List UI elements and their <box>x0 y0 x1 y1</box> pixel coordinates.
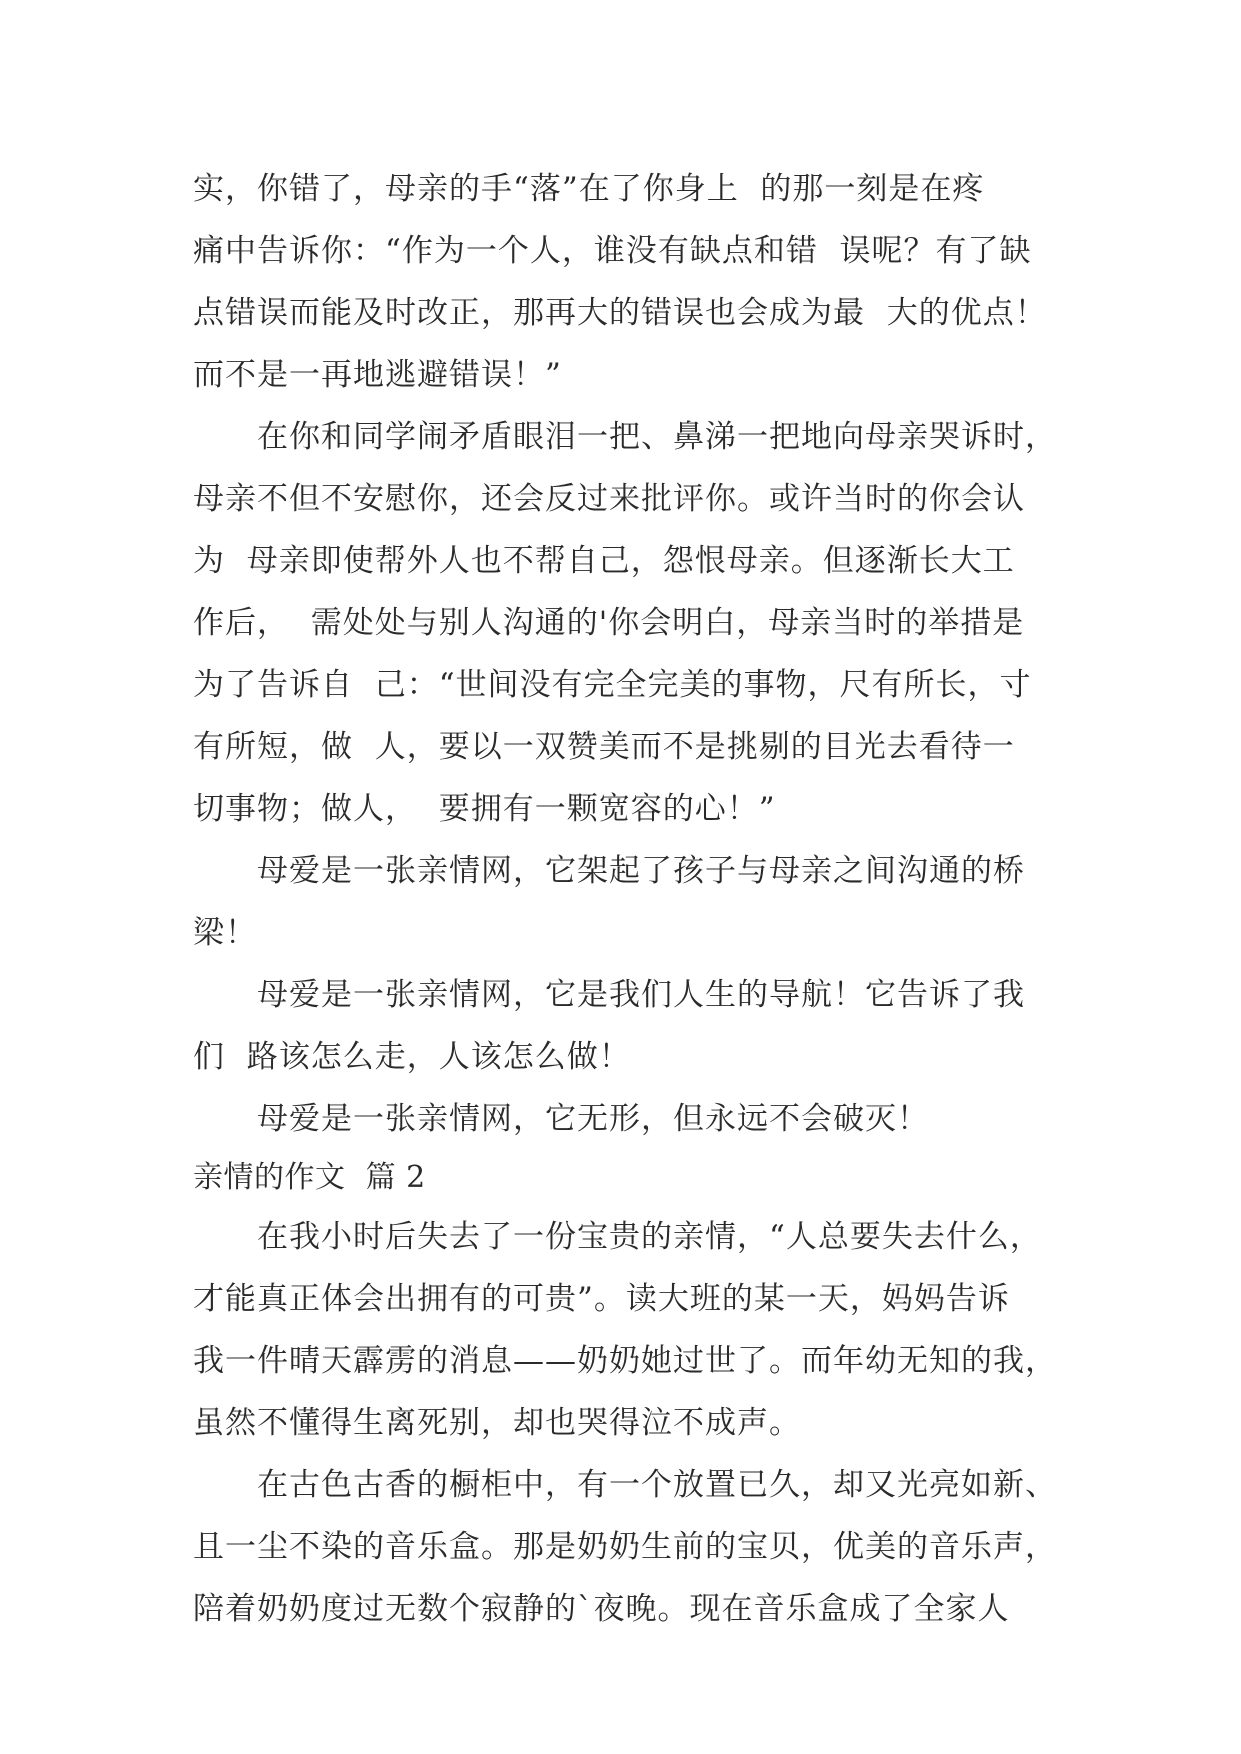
text-line: 母爱是一张亲情网，它架起了孩子与母亲之间沟通的桥 <box>257 853 1025 889</box>
text-line: 切事物；做人， 要拥有一颗宽容的心！” <box>193 791 776 827</box>
text-line: 母爱是一张亲情网，它是我们人生的导航！它告诉了我 <box>257 977 1025 1013</box>
text-line: 母亲不但不安慰你，还会反过来批评你。或许当时的你会认 <box>193 481 1025 517</box>
text-line: 在古色古香的橱柜中，有一个放置已久，却又光亮如新、 <box>257 1467 1057 1503</box>
text-line: 且一尘不染的音乐盒。那是奶奶生前的宝贝，优美的音乐声， <box>193 1529 1057 1565</box>
text-line: 有所短，做 人，要以一双赞美而不是挑剔的目光去看待一 <box>193 729 1015 765</box>
text-line: 在我小时后失去了一份宝贵的亲情，“人总要失去什么， <box>257 1219 1042 1255</box>
text-line: 而不是一再地逃避错误！” <box>193 357 562 393</box>
text-line: 点错误而能及时改正，那再大的错误也会成为最 大的优点！ <box>193 295 1047 331</box>
document-body <box>193 158 1057 1640</box>
section-heading: 亲情的作文 篇 2 <box>193 1160 426 1195</box>
text-line: 虽然不懂得生离死别，却也哭得泣不成声。 <box>193 1405 801 1441</box>
text-line: 实，你错了，母亲的手“落”在了你身上 的那一刻是在疼 <box>193 171 985 207</box>
text-line: 在你和同学闹矛盾眼泪一把、鼻涕一把地向母亲哭诉时， <box>257 419 1057 455</box>
text-line: 母爱是一张亲情网，它无形，但永远不会破灭！ <box>257 1101 929 1137</box>
text-line: 才能真正体会出拥有的可贵”。读大班的某一天，妈妈告诉 <box>193 1281 1010 1317</box>
text-line: 为了告诉自 己：“世间没有完全完美的事物，尺有所长，寸 <box>193 667 1032 703</box>
text-line: 陪着奶奶度过无数个寂静的`夜晚。现在音乐盒成了全家人 <box>193 1591 1010 1627</box>
text-line: 作后， 需处处与别人沟通的'你会明白，母亲当时的举措是 <box>193 605 1025 641</box>
text-line: 为 母亲即使帮外人也不帮自己，怨恨母亲。但逐渐长大工 <box>193 543 1015 579</box>
text-line: 们 路该怎么走，人该怎么做！ <box>193 1039 631 1075</box>
text-line: 痛中告诉你：“作为一个人，谁没有缺点和错 误呢？有了缺 <box>193 233 1032 269</box>
text-line: 我一件晴天霹雳的消息——奶奶她过世了。而年幼无知的我， <box>193 1343 1057 1379</box>
text-line: 梁！ <box>193 915 257 951</box>
